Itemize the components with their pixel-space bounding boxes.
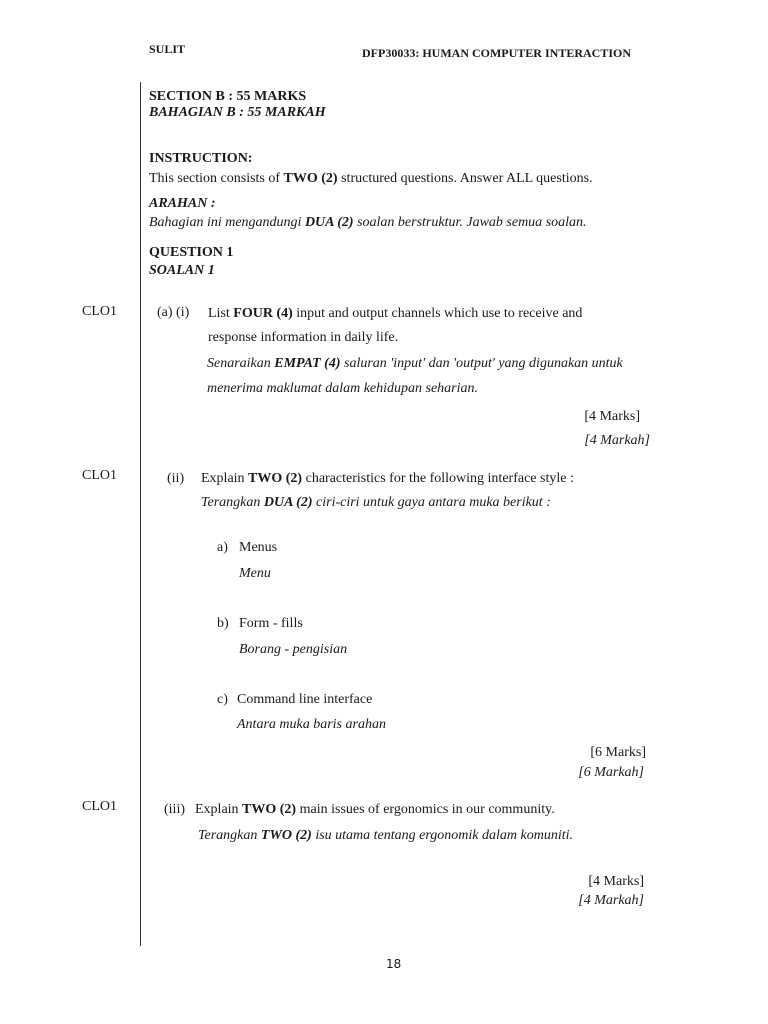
question-text-my: Senaraikan EMPAT (4) saluran 'input' dan 'output' yang digunakan untuk	[207, 356, 623, 371]
sub-item-label: Command line interface	[237, 692, 373, 707]
page-number: 18	[386, 957, 402, 971]
instruction-heading: INSTRUCTION:	[149, 151, 253, 166]
question-title: QUESTION 1	[149, 245, 234, 260]
question-title-my: SOALAN 1	[149, 263, 215, 278]
marks-label-my: [6 Markah]	[578, 765, 644, 780]
sub-item-label: Form - fills	[239, 616, 303, 631]
question-number: (a) (i)	[157, 305, 190, 320]
marks-label-my: [4 Markah]	[578, 893, 644, 908]
sub-item-label-my: Menu	[239, 566, 271, 581]
clo-label: CLO1	[82, 799, 117, 814]
instruction-text-my: Bahagian ini mengandungi DUA (2) soalan berstruktur. Jawab semua soalan.	[149, 215, 587, 230]
question-text-my: menerima maklumat dalam kehidupan seharian.	[207, 381, 479, 396]
marks-label: [4 Marks]	[588, 874, 644, 889]
question-text-my: Terangkan DUA (2) ciri-ciri untuk gaya antara muka berikut :	[201, 495, 551, 510]
question-text: Explain TWO (2) main issues of ergonomics in our community.	[195, 802, 555, 817]
clo-label: CLO1	[82, 468, 117, 483]
sub-item-label: Menus	[239, 540, 278, 555]
marks-label-my: [4 Markah]	[584, 433, 650, 448]
marks-label: [4 Marks]	[584, 409, 640, 424]
sub-item-letter: a)	[217, 540, 228, 555]
margin-rule	[140, 82, 141, 946]
section-title-my: BAHAGIAN B : 55 MARKAH	[149, 105, 326, 120]
question-number: (iii)	[164, 802, 185, 817]
header-classification: SULIT	[149, 42, 186, 56]
section-title: SECTION B : 55 MARKS	[149, 89, 307, 104]
question-text: response information in daily life.	[208, 330, 399, 345]
question-number: (ii)	[167, 471, 185, 486]
sub-item-letter: c)	[217, 692, 228, 707]
marks-label: [6 Marks]	[590, 745, 646, 760]
instruction-heading-my: ARAHAN :	[149, 196, 216, 211]
question-text: Explain TWO (2) characteristics for the following interface style :	[201, 471, 574, 486]
clo-label: CLO1	[82, 304, 117, 319]
instruction-text: This section consists of TWO (2) structured questions. Answer ALL questions.	[149, 171, 593, 186]
sub-item-letter: b)	[217, 616, 229, 631]
sub-item-label-my: Antara muka baris arahan	[237, 717, 386, 732]
sub-item-label-my: Borang - pengisian	[239, 642, 348, 657]
question-text: List FOUR (4) input and output channels which use to receive and	[208, 306, 583, 321]
question-text-my: Terangkan TWO (2) isu utama tentang ergonomik dalam komuniti.	[198, 828, 574, 843]
header-course-title: DFP30033: HUMAN COMPUTER INTERACTION	[362, 46, 631, 60]
